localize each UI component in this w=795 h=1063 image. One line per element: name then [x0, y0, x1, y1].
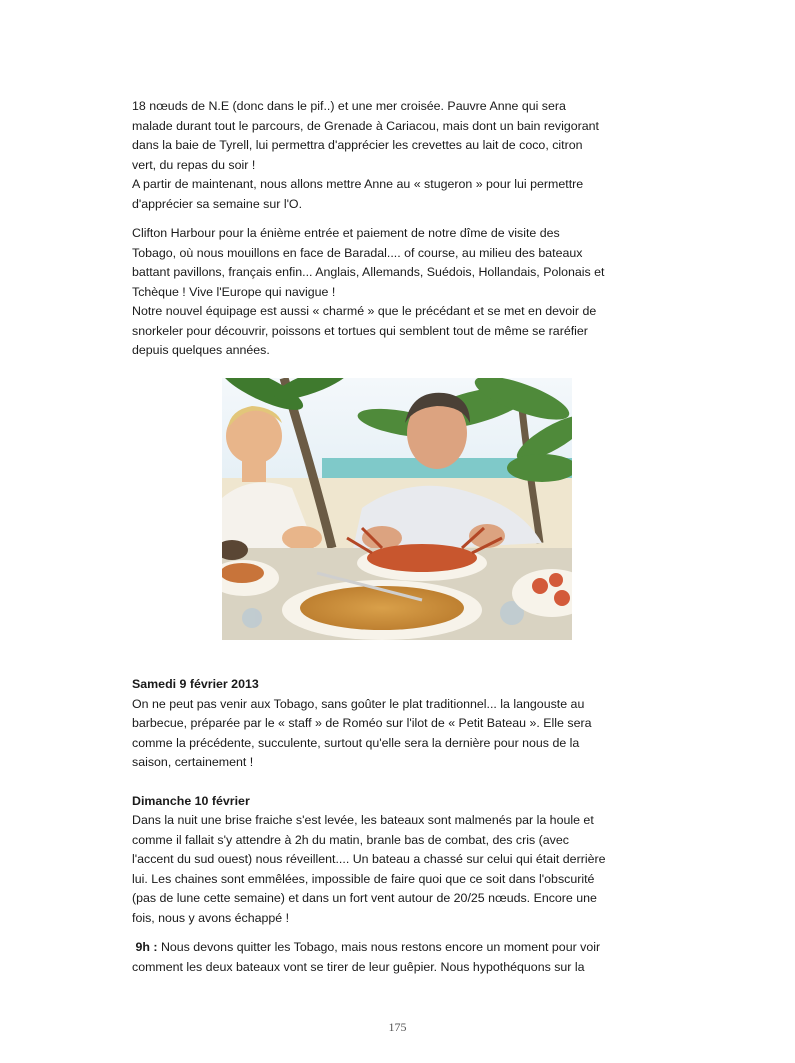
text-line: barbecue, préparée par le « staff » de Roméo sur l'ilot de « Petit Bateau ». Elle sera — [132, 716, 592, 730]
text-line: (pas de lune cette semaine) et dans un fort vent autour de 20/25 nœuds. Encore une — [132, 891, 597, 905]
text-line: Tchèque ! Vive l'Europe qui navigue ! — [132, 284, 336, 299]
photo-illustration — [222, 378, 572, 640]
text-line: battant pavillons, français enfin... Anglais, Allemands, Suédois, Hollandais, Polonais et — [132, 265, 605, 279]
nine-am-paragraph — [132, 938, 664, 977]
text-line: 18 nœuds de N.E (donc dans le pif..) et une mer croisée. Pauvre Anne qui sera — [132, 99, 566, 113]
text-line: dans la baie de Tyrell, lui permettra d'apprécier les crevettes au lait de coco, citron — [132, 138, 583, 152]
sunday-paragraph — [132, 811, 664, 928]
text-line: Clifton Harbour pour la énième entrée et paiement de notre dîme de visite des — [132, 226, 560, 240]
saturday-paragraph — [132, 695, 664, 773]
text-line: On ne peut pas venir aux Tobago, sans goûter le plat traditionnel... la langouste au — [132, 696, 585, 711]
text-line: lui. Les chaines sont emmêlées, impossible de faire quoi que ce soit dans l'obscurité — [132, 871, 595, 886]
text-line: Tobago, où nous mouillons en face de Baradal.... of course, au milieu des bateaux — [132, 245, 583, 260]
sunday-heading: Dimanche 10 février — [132, 793, 250, 808]
text-line: saison, certainement ! — [132, 755, 254, 769]
saturday-heading: Samedi 9 février 2013 — [132, 677, 259, 691]
paragraph-2 — [132, 175, 664, 214]
paragraph-3 — [132, 224, 664, 302]
text-line: A partir de maintenant, nous allons mettre Anne au « stugeron » pour lui permettre — [132, 177, 584, 191]
text-line: comment les deux bateaux vont se tirer de leur guêpier. Nous hypothéquons sur la — [132, 959, 585, 974]
paragraph-1 — [132, 97, 664, 175]
text-line: Dans la nuit une brise fraiche s'est levée, les bateaux sont malmenés par la houle et — [132, 813, 594, 827]
page-content — [132, 97, 664, 361]
text-line: l'accent du sud ouest) nous réveillent.... Un bateau a chassé sur celui qui était derrière — [132, 852, 606, 866]
text-line: d'apprécier sa semaine sur l'O. — [132, 196, 303, 211]
page-number: 175 — [388, 1020, 407, 1034]
text-line: comme il fallait s'y attendre à 2h du matin, branle bas de combat, des cris (avec — [132, 832, 569, 847]
text-line: snorkeler pour découvrir, poissons et tortues qui semblent tout de même se raréfier — [132, 323, 588, 338]
nine-am-label: 9h : — [135, 940, 158, 954]
text-line: fois, nous y avons échappé ! — [132, 910, 290, 925]
paragraph-4 — [132, 302, 664, 361]
text-line — [132, 938, 664, 958]
text-line: comme la précédente, succulente, surtout qu'elle sera la dernière pour nous de la — [132, 735, 580, 750]
text-line: vert, du repas du soir ! — [132, 157, 256, 172]
text-line: malade durant tout le parcours, de Grenade à Cariacou, mais dont un bain revigorant — [132, 118, 599, 133]
section-saturday — [132, 675, 664, 977]
text-line: depuis quelques années. — [132, 343, 270, 357]
text-line: Notre nouvel équipage est aussi « charmé » que le précédant et se met en devoir de — [132, 304, 597, 318]
lobster-meal-photo — [222, 378, 572, 640]
nine-am-line-1: Nous devons quitter les Tobago, mais nous restons encore un moment pour voir — [160, 940, 601, 954]
